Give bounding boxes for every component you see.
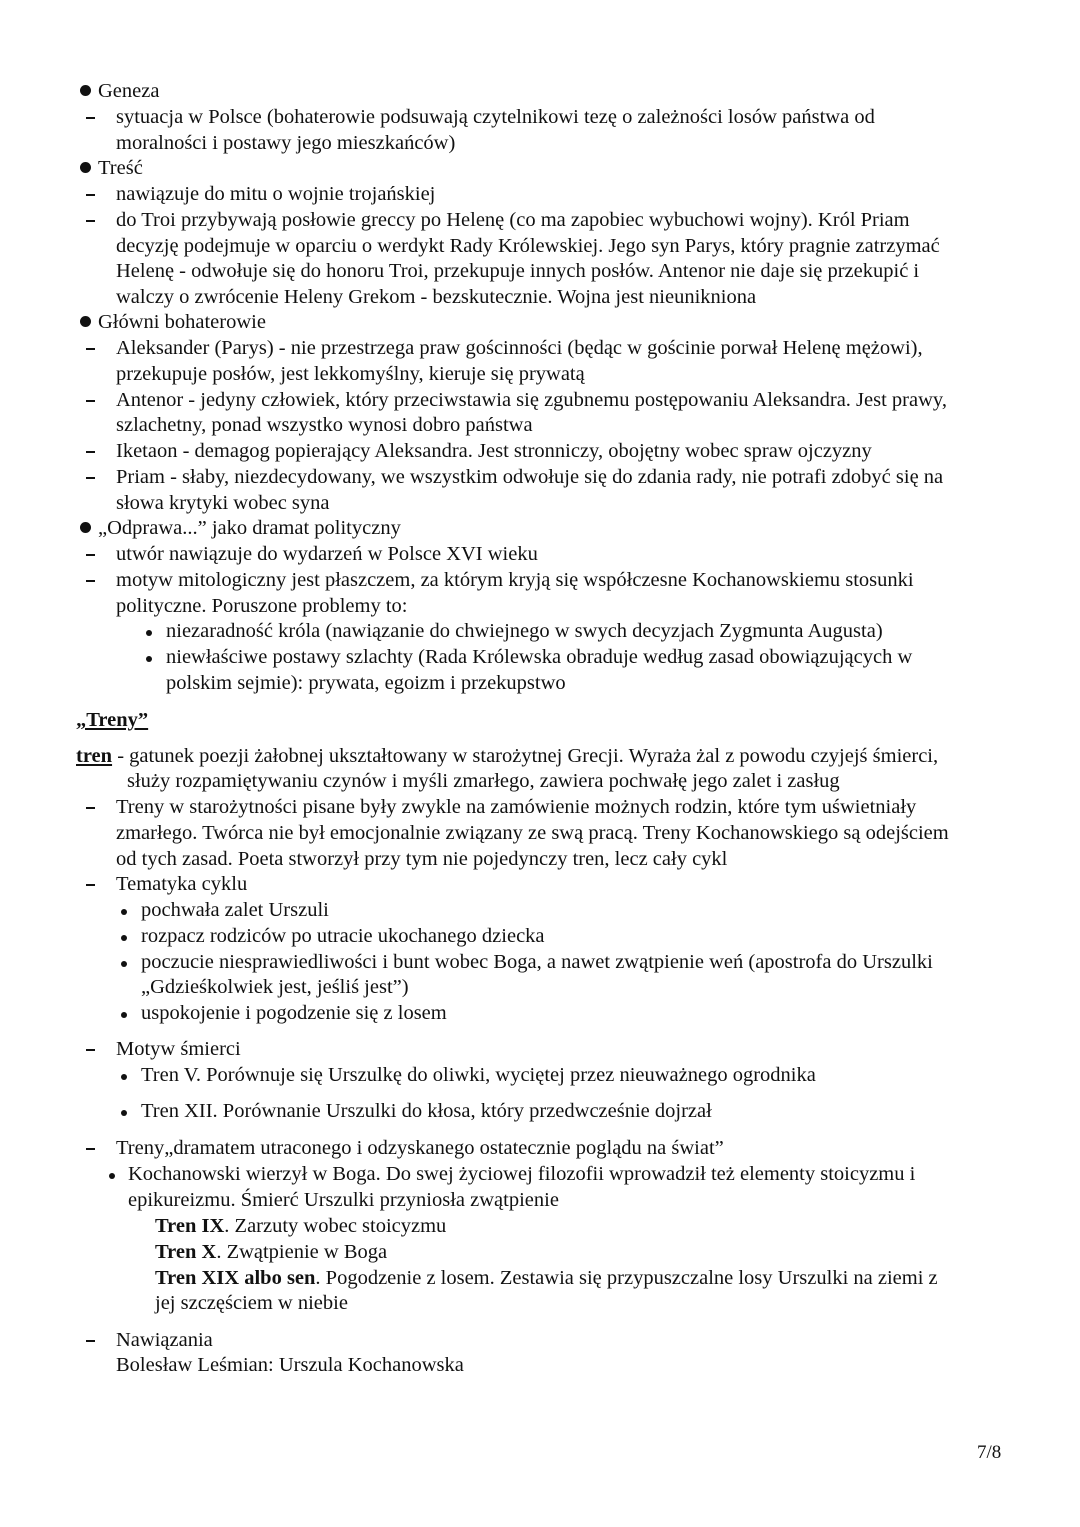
bullet-icon	[80, 85, 91, 96]
text-line: zmarłego. Twórca nie był emocjonalnie związany ze swą pracą. Treny Kochanowskiego są odejściem	[116, 822, 949, 844]
bullet-icon	[121, 1074, 127, 1080]
dash-icon	[86, 884, 95, 886]
tren-xix-text: . Pogodzenie z losem. Zestawia się przypuszczalne losy Urszulki na ziemi z	[315, 1267, 938, 1289]
text-line: niezaradność króla (nawiązanie do chwiejnego w swych decyzjach Zygmunta Augusta)	[166, 620, 883, 642]
text-line: do Troi przybywają posłowie greccy po Helenę (co ma zapobiec wybuchowi wojny). Król Priam	[116, 209, 910, 231]
text-line: Kochanowski wierzył w Boga. Do swej życiowej filozofii wprowadził też elementy stoicyzmu i	[128, 1163, 916, 1185]
bullet-icon	[121, 1110, 127, 1116]
bullet-icon	[146, 630, 152, 636]
text-line: nawiązuje do mitu o wojnie trojańskiej	[116, 183, 436, 205]
text-line: sytuacja w Polsce (bohaterowie podsuwają czytelnikowi tezę o zależności losów państwa od	[116, 106, 875, 128]
heading-bohaterowie: Główni bohaterowie	[98, 311, 266, 333]
bullet-icon	[121, 935, 127, 941]
text-line: słowa krytyki wobec syna	[116, 492, 330, 514]
dash-icon	[86, 580, 95, 582]
text-line: Tren XII. Porównanie Urszulki do kłosa, który przedwcześnie dojrzał	[141, 1100, 712, 1122]
subheading-nawiazania: Nawiązania	[116, 1329, 213, 1351]
text-line: motyw mitologiczny jest płaszczem, za którym kryją się współczesne Kochanowskiemu stosunki	[116, 569, 914, 591]
dash-icon	[86, 194, 95, 196]
tren-xix-line	[155, 1265, 938, 1291]
text-line: polskim sejmie): prywata, egoizm i przekupstwo	[166, 672, 566, 694]
text-line: Tren V. Porównuje się Urszulkę do oliwki, wyciętej przez nieuważnego ogrodnika	[141, 1064, 816, 1086]
text-line: Treny w starożytności pisane były zwykle na zamówienie możnych rodzin, które tym uświetniały	[116, 796, 917, 818]
text-line: utwór nawiązuje do wydarzeń w Polsce XVI wieku	[116, 543, 538, 565]
text-line: walczy o zwrócenie Heleny Grekom - bezskutecznie. Wojna jest nieunikniona	[116, 286, 757, 308]
text-line: szlachetny, ponad wszystko wynosi dobro państwa	[116, 414, 533, 436]
definition-text: - gatunek poezji żałobnej ukształtowany w starożytnej Grecji. Wyraża żal z powodu czyjejś śmierci,	[112, 745, 939, 767]
heading-tresc: Treść	[98, 157, 143, 179]
bullet-icon	[109, 1173, 115, 1179]
text-line: Priam - słaby, niezdecydowany, we wszystkim odwołuje się do zdania rady, nie potrafi zdobyć się na	[116, 466, 944, 488]
text-line: Bolesław Leśmian: Urszula Kochanowska	[116, 1354, 464, 1376]
page-number: 7/8	[977, 1442, 1002, 1463]
text-line: Iketaon - demagog popierający Aleksandra. Jest stronniczy, obojętny wobec spraw ojczyzny	[116, 440, 872, 462]
text-line: pochwała zalet Urszuli	[141, 899, 329, 921]
bullet-icon	[121, 1012, 127, 1018]
dash-icon	[86, 1340, 95, 1342]
heading-geneza: Geneza	[98, 80, 160, 102]
text-line: „Gdzieśkolwiek jest, jeśliś jest”)	[141, 976, 409, 998]
text-line: rozpacz rodziców po utracie ukochanego dziecka	[141, 925, 545, 947]
heading-odprawa: „Odprawa...” jako dramat polityczny	[98, 517, 401, 539]
text-line: uspokojenie i pogodzenie się z losem	[141, 1002, 447, 1024]
text-line: decyzję podejmuje w oparciu o werdykt Rady Królewskiej. Jego syn Parys, który pragnie zatrzymać	[116, 235, 940, 257]
subheading-tematyka: Tematyka cyklu	[116, 873, 248, 895]
text-line: niewłaściwe postawy szlachty (Rada Królewska obraduje według zasad obowiązujących w	[166, 646, 913, 668]
dash-icon	[86, 477, 95, 479]
definition-term: tren	[76, 745, 113, 767]
dash-icon	[86, 1049, 95, 1051]
section-title-treny: „Treny”	[76, 709, 149, 731]
tren-x-text: . Zwątpienie w Boga	[216, 1241, 388, 1263]
text-line: Helenę - odwołuje się do honoru Troi, przekupuje innych posłów. Antenor nie daje się przekupić i	[116, 260, 920, 282]
tren-x-title: Tren X	[155, 1241, 217, 1263]
text-line: Aleksander (Parys) - nie przestrzega praw gościnności (będąc w gościnie porwał Helenę mężowi),	[116, 337, 923, 359]
text-line: przekupuje posłów, jest lekkomyślny, kieruje się prywatą	[116, 363, 585, 385]
dash-icon	[86, 117, 95, 119]
text-line: jej szczęściem w niebie	[155, 1292, 348, 1314]
subheading-dramat: Treny„dramatem utraconego i odzyskanego ostatecznie poglądu na świat”	[116, 1137, 724, 1159]
subheading-smierc: Motyw śmierci	[116, 1038, 241, 1060]
dash-icon	[86, 400, 95, 402]
text-line: od tych zasad. Poeta stworzył przy tym nie pojedynczy tren, lecz cały cykl	[116, 848, 728, 870]
bullet-icon	[80, 162, 91, 173]
bullet-icon	[121, 909, 127, 915]
text-line: polityczne. Poruszone problemy to:	[116, 595, 408, 617]
text-line: Antenor - jedyny człowiek, który przeciwstawia się zgubnemu postępowaniu Aleksandra. Jest prawy,	[116, 389, 947, 411]
text-line: poczucie niesprawiedliwości i bunt wobec Boga, a nawet zwątpienie weń (apostrofa do Urszulki	[141, 951, 933, 973]
bullet-icon	[121, 961, 127, 967]
tren-x-line	[155, 1239, 387, 1265]
bullet-icon	[80, 522, 91, 533]
tren-ix-title: Tren IX	[155, 1215, 225, 1237]
tren-ix-text: . Zarzuty wobec stoicyzmu	[224, 1215, 447, 1237]
definition-line	[76, 743, 938, 769]
dash-icon	[86, 451, 95, 453]
dash-icon	[86, 554, 95, 556]
dash-icon	[86, 1148, 95, 1150]
text-line: epikureizmu. Śmierć Urszulki przyniosła zwątpienie	[128, 1189, 559, 1211]
text-line: służy rozpamiętywaniu czynów i myśli zmarłego, zawiera pochwałę jego zalet i zasług	[127, 770, 840, 792]
dash-icon	[86, 807, 95, 809]
dash-icon	[86, 220, 95, 222]
bullet-icon	[146, 656, 152, 662]
dash-icon	[86, 348, 95, 350]
bullet-icon	[80, 316, 91, 327]
tren-xix-title: Tren XIX albo sen	[155, 1267, 316, 1289]
tren-ix-line	[155, 1213, 446, 1239]
text-line: moralności i postawy jego mieszkańców)	[116, 132, 456, 154]
